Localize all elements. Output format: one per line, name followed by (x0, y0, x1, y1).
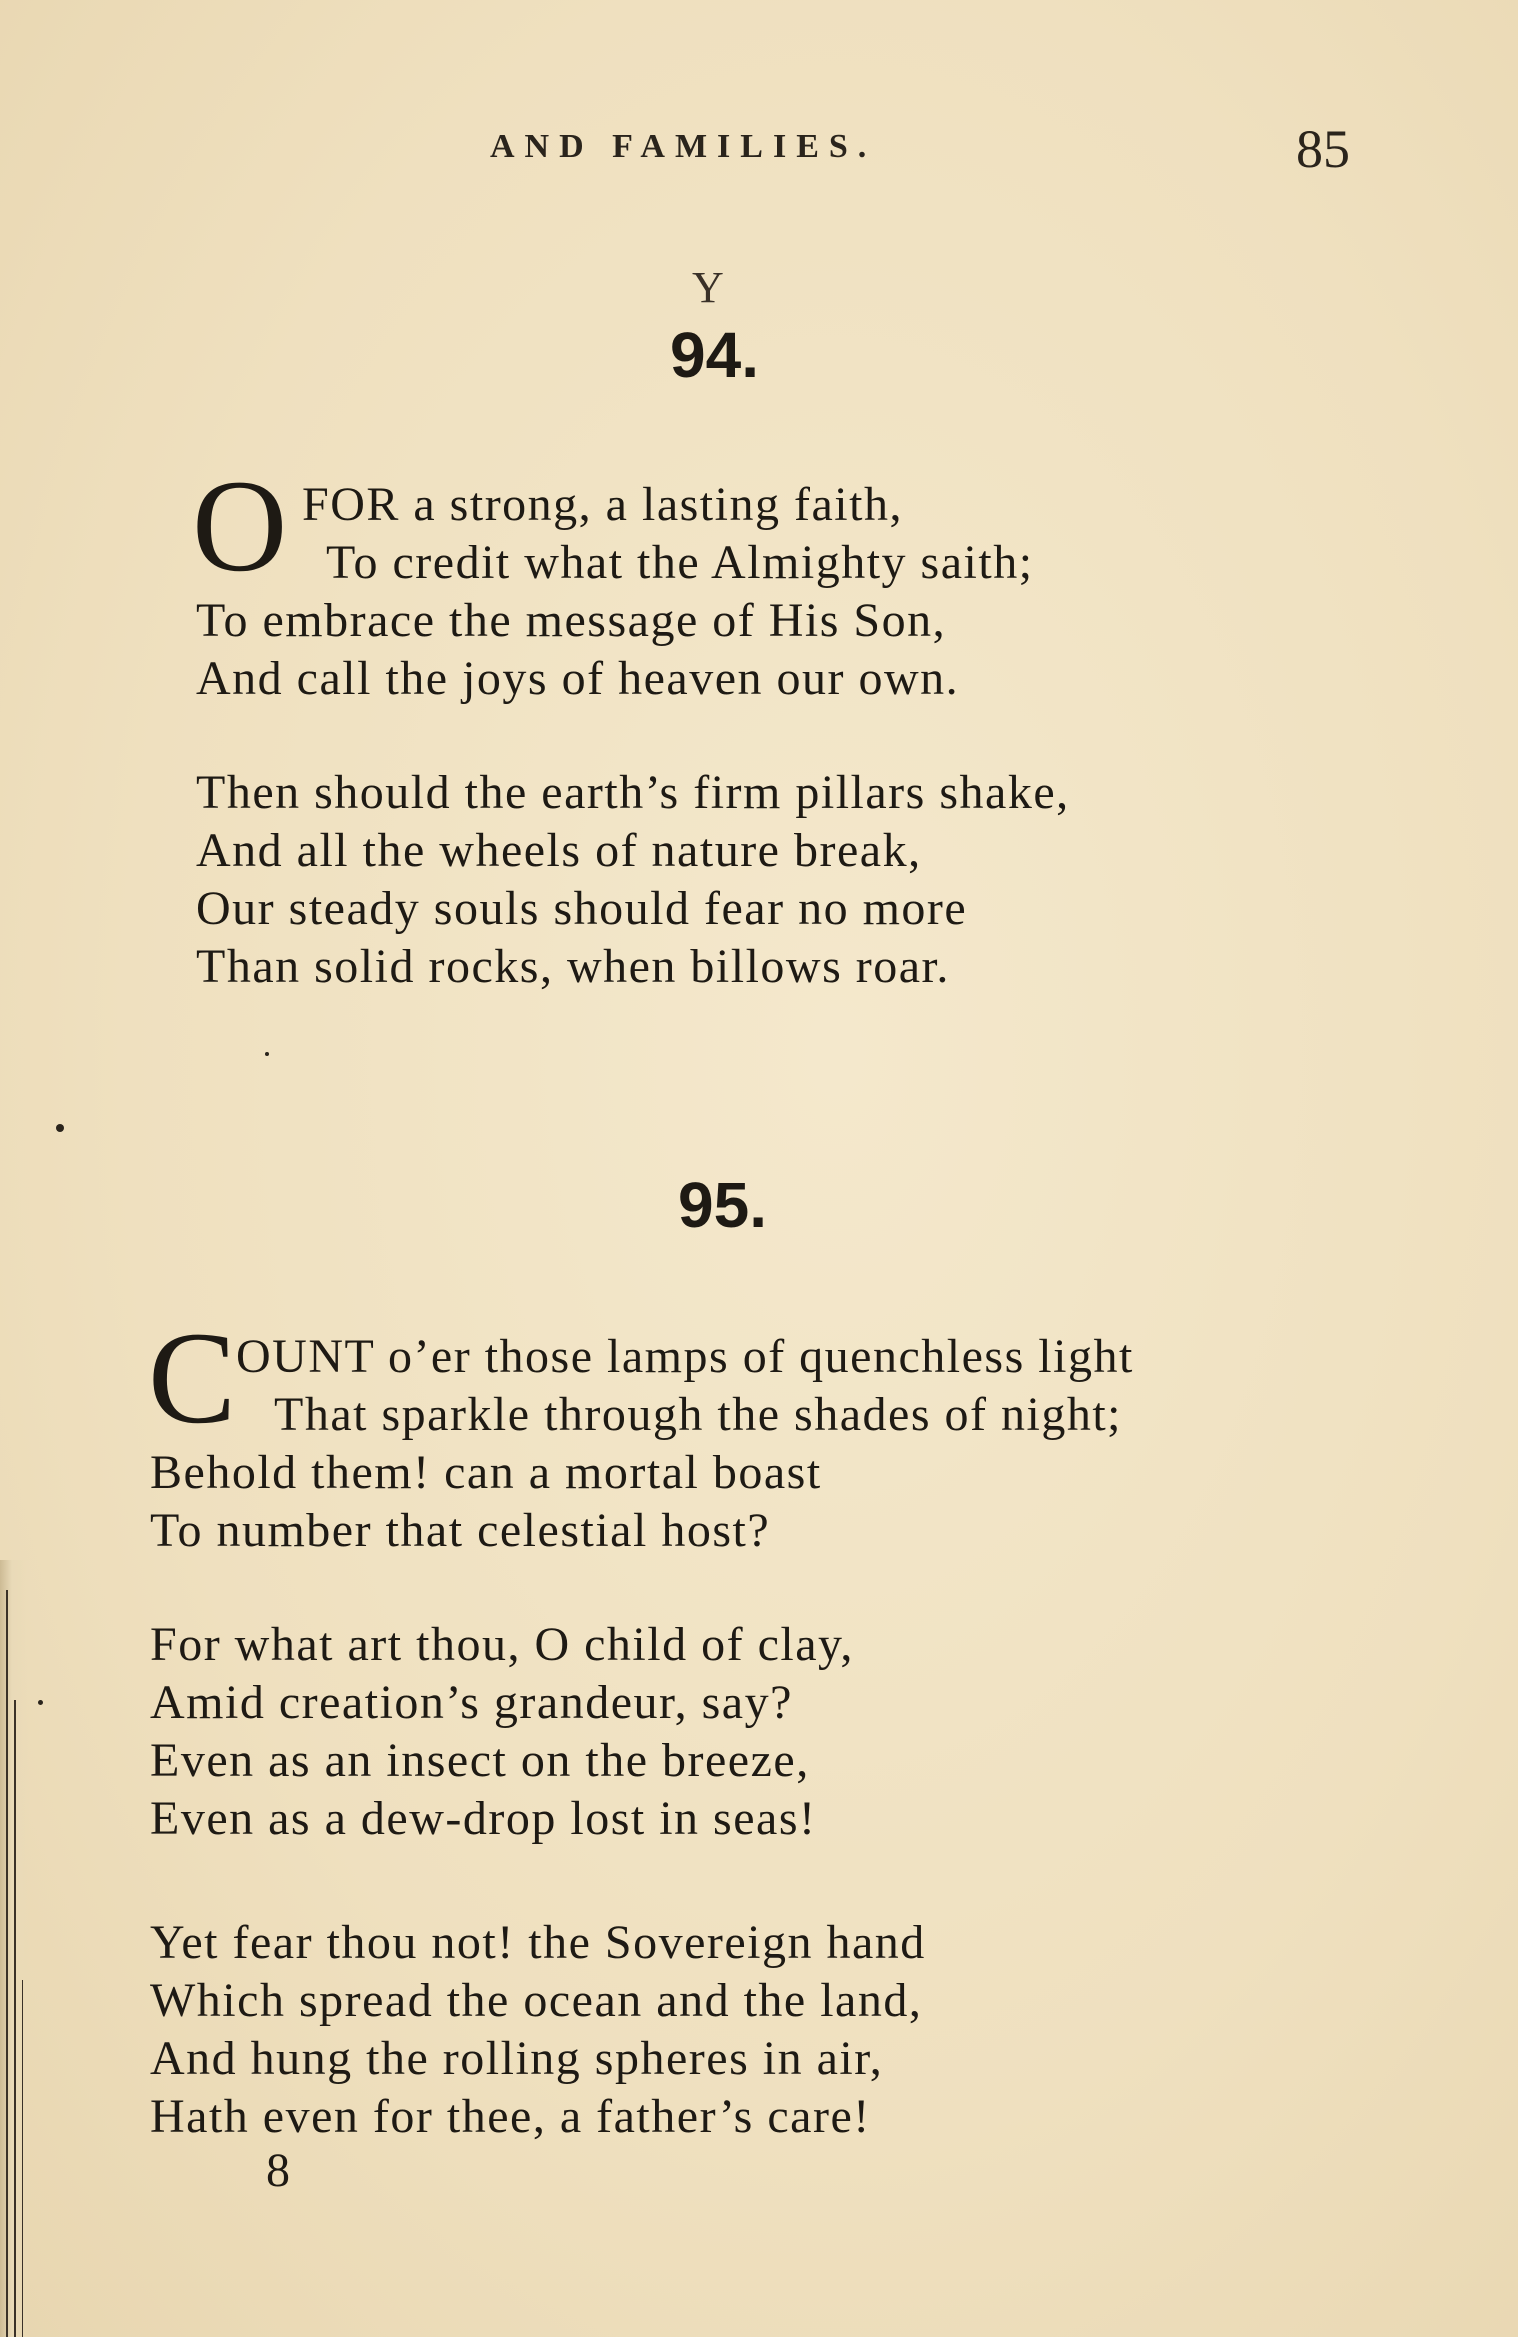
stanza-line: To credit what the Almighty saith; (326, 536, 1034, 589)
stanza-line: Hath even for thee, a father’s care! (150, 2090, 871, 2143)
footer-signature: 8 (266, 2144, 290, 2197)
ink-speck (56, 1124, 64, 1132)
stanza-line: And all the wheels of nature break, (196, 824, 922, 877)
stanza-line: To number that celestial host? (150, 1504, 771, 1557)
stanza-line: FOR a strong, a lasting faith, (302, 478, 903, 531)
hymn-number: 95. (678, 1169, 767, 1241)
stanza-line: OUNT o’er those lamps of quenchless light (236, 1330, 1134, 1383)
stanza-line: Amid creation’s grandeur, say? (150, 1676, 793, 1729)
stanza (150, 1616, 854, 1848)
signature-mark: Y (692, 263, 724, 312)
stanza-line: Even as a dew-drop lost in seas! (150, 1792, 817, 1845)
stanza-line: To embrace the message of His Son, (196, 594, 947, 647)
stanza-line: Even as an insect on the breeze, (150, 1734, 810, 1787)
gutter-line (22, 1980, 23, 2337)
stanza (196, 534, 1034, 708)
stanza-line: Which spread the ocean and the land, (150, 1974, 923, 2027)
gutter-line (14, 1700, 16, 2337)
stanza-line: That sparkle through the shades of night; (274, 1388, 1122, 1441)
stanza-line: For what art thou, O child of clay, (150, 1618, 854, 1671)
page-number: 85 (1296, 119, 1350, 179)
ink-speck (265, 1052, 269, 1056)
stanza (150, 1386, 1122, 1560)
drop-capital: O (192, 452, 288, 599)
stanza (196, 764, 1070, 996)
gutter-line (6, 1590, 8, 2337)
drop-capital: C (148, 1304, 237, 1451)
stanza-line: Yet fear thou not! the Sovereign hand (150, 1916, 926, 1969)
ink-speck (38, 1700, 43, 1705)
stanza-line: And call the joys of heaven our own. (196, 652, 960, 705)
stanza-line: Then should the earth’s firm pillars shake, (196, 766, 1070, 819)
stanza-line: Behold them! can a mortal boast (150, 1446, 822, 1499)
stanza-line: Our steady souls should fear no more (196, 882, 968, 935)
stanza (150, 1914, 926, 2146)
stanza-line: And hung the rolling spheres in air, (150, 2032, 884, 2085)
running-head: AND FAMILIES. (490, 128, 877, 165)
hymn-number: 94. (670, 319, 759, 391)
stanza-line: Than solid rocks, when billows roar. (196, 940, 950, 993)
